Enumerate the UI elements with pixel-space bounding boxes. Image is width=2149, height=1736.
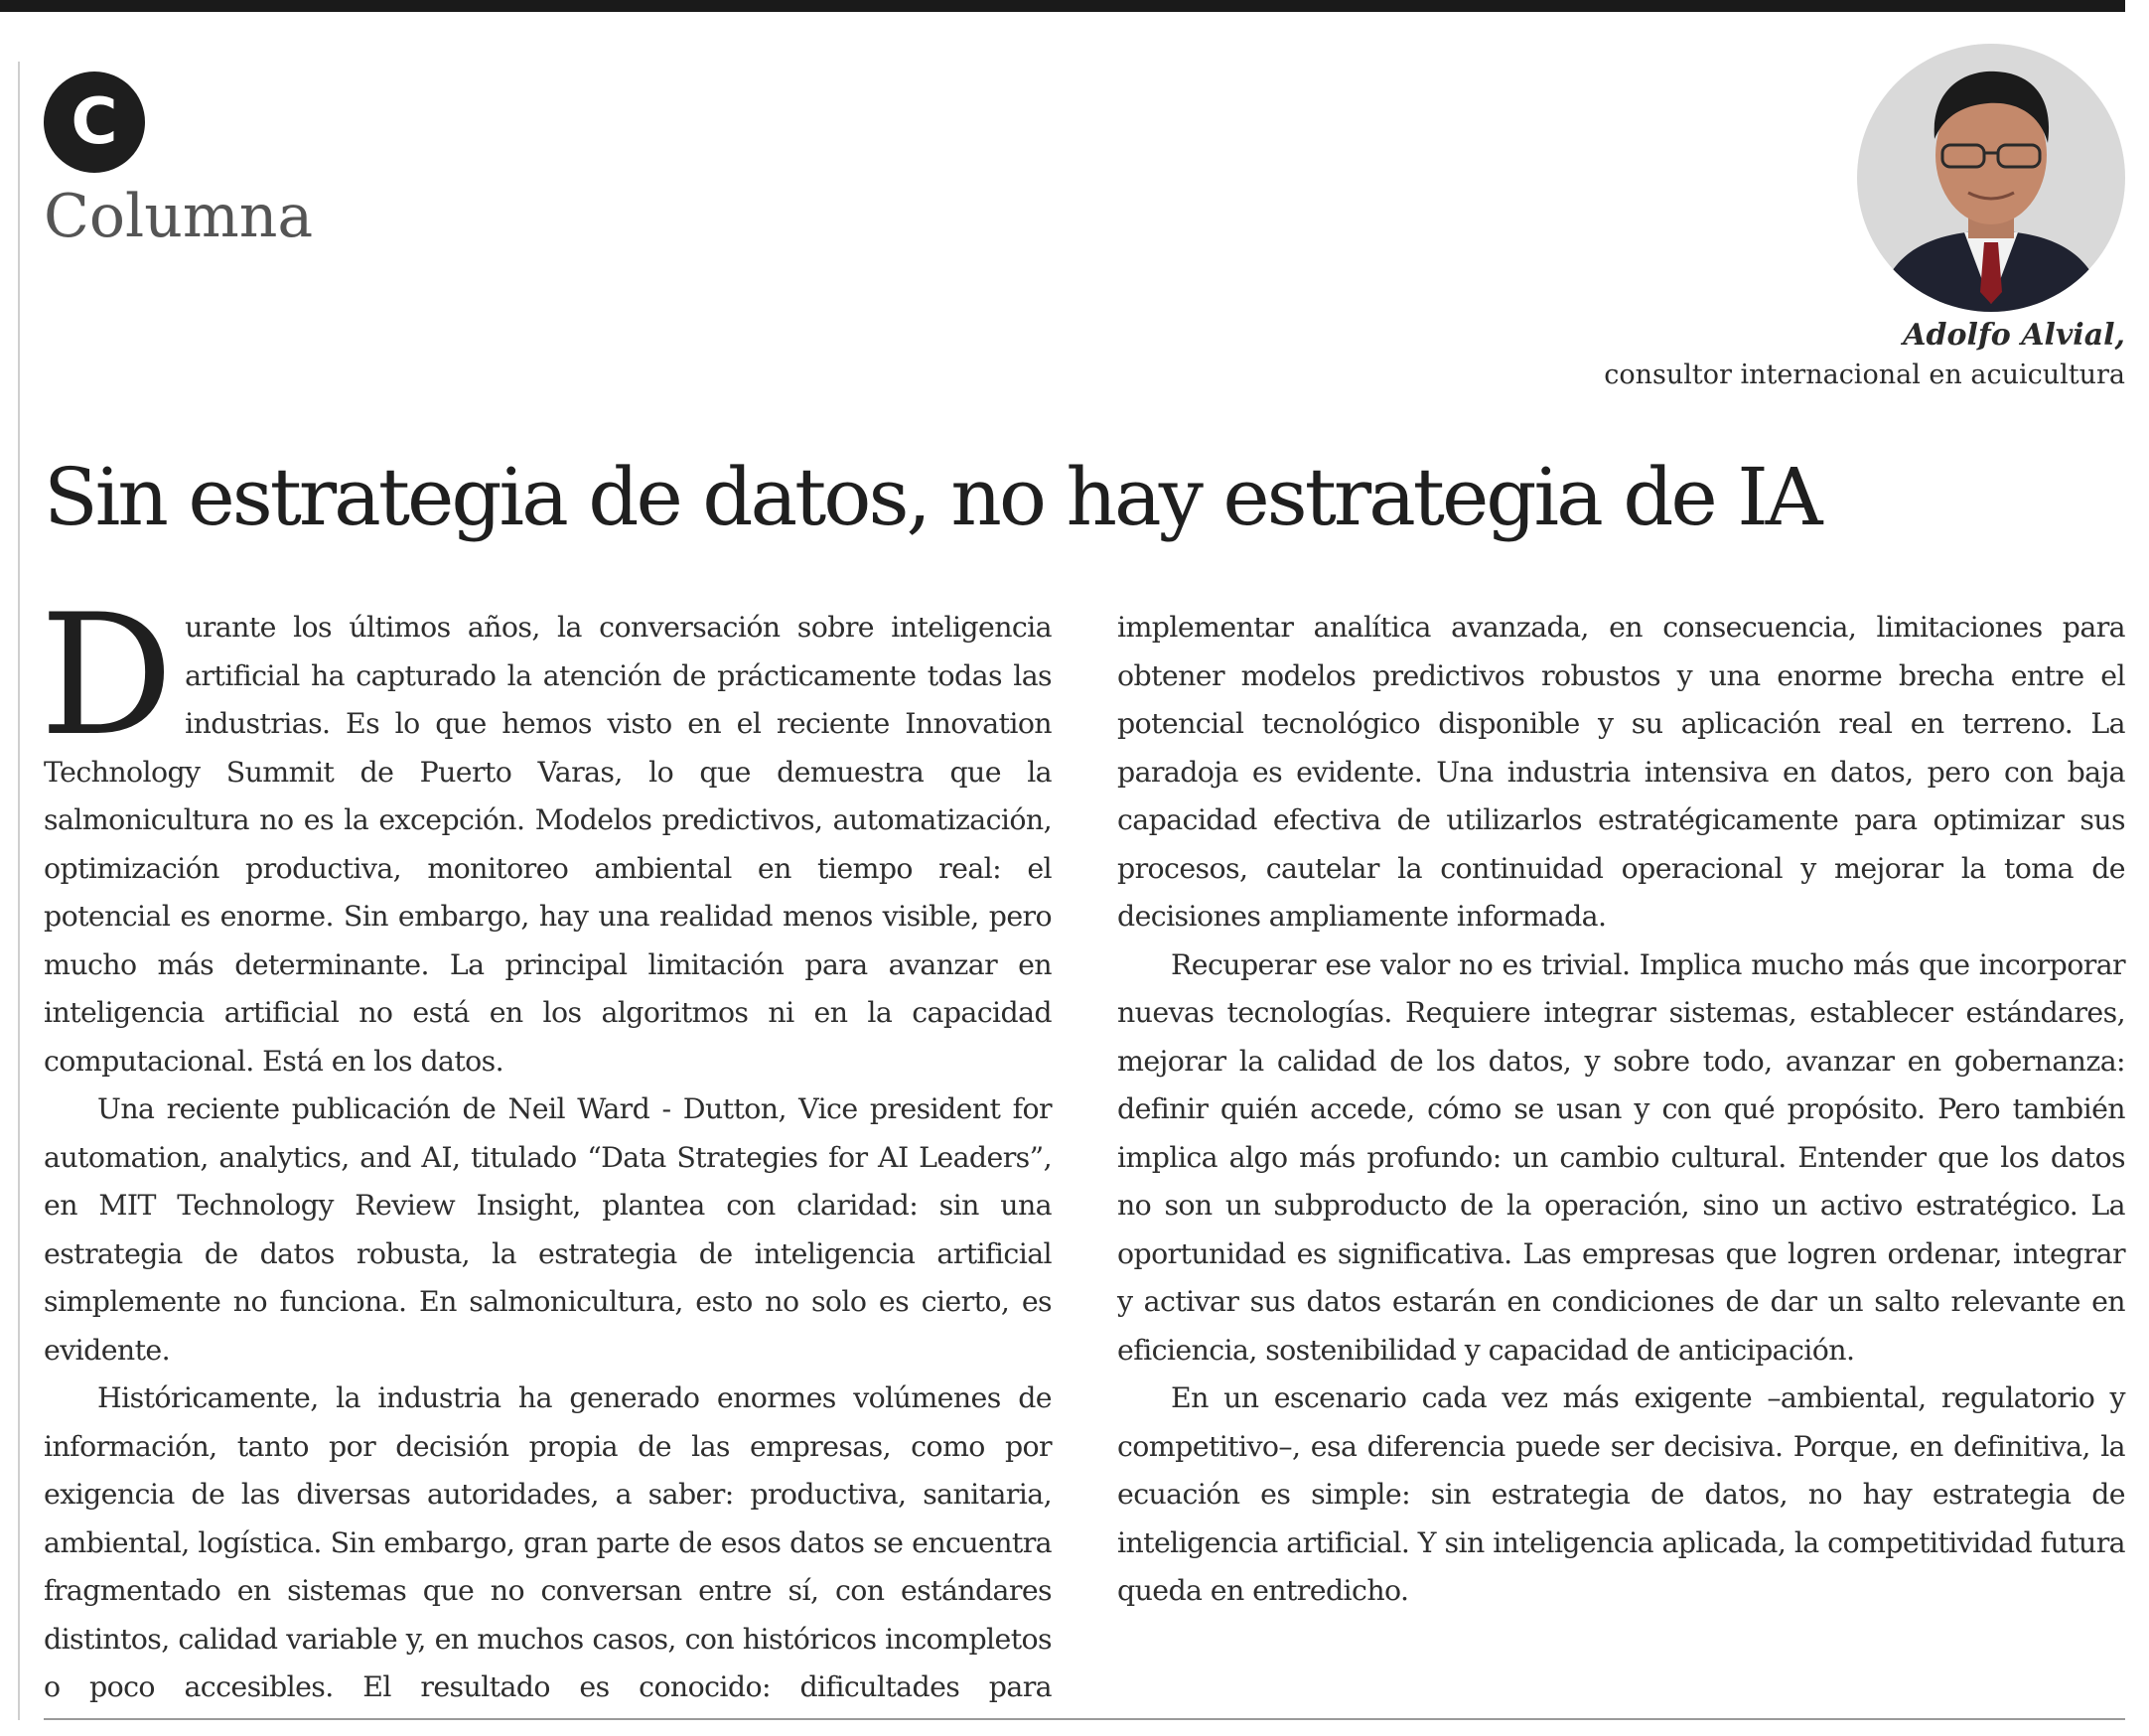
author-portrait-illustration — [1857, 44, 2125, 312]
top-rule — [0, 0, 2125, 12]
article-paragraph: En un escenario cada vez más exigente –ambiental, regulatorio y competitivo–, esa diferencia puede ser decisiva. Porque, en definitiva, la ecuación es simple: sin estrategia de datos, no hay estrategia de inteligencia artificial. Y sin inteligencia aplicada, la competitividad futura queda en entredicho. — [1117, 1381, 2125, 1607]
article-paragraph — [40, 578, 1052, 1085]
article-paragraph: Una reciente publicación de Neil Ward - Dutton, Vice president for automation, analytics, and AI, titulado “Data Strategies for AI Leaders”, en MIT Technology Review Insight, plantea con claridad: sin una estrategia de datos robusta, la estrategia de inteligencia artificial simplemente no funciona. En salmonicultura, esto no solo es cierto, es evidente. — [44, 1092, 1052, 1367]
author-byline — [1604, 316, 2125, 395]
article-body — [40, 578, 2125, 1714]
author-name: Adolfo Alvial, — [1903, 318, 2125, 353]
article-paragraph: Históricamente, la industria ha generado enormes volúmenes de información, tanto por decisión propia de las empresas, como por exigencia de las diversas autoridades, a saber: productiva, sanitaria, ambiental, logística. Sin embargo, gran parte de esos datos se encuentra fragmentado en sistemas que no conversan entre sí, con estándares distintos, calidad variable y, en muchos casos, con históricos incompletos o poco accesibles. El resultado es conocido: dificultades para implementar analítica avanzada, en consecuencia, limitaciones para obtener modelos predictivos robustos y una enorme brecha entre el potencial tecnológico disponible y su aplicación real en terreno. La paradoja es evidente. Una industria intensiva en datos, pero con baja capacidad efectiva de utilizarlos estratégicamente para optimizar sus procesos, cautelar la continuidad operacional y mejorar la toma de decisiones ampliamente informada. — [44, 611, 2125, 1703]
author-role: consultor internacional en acuicultura — [1604, 360, 2125, 390]
author-portrait — [1857, 44, 2125, 312]
left-column-rule — [18, 62, 20, 1720]
drop-cap: D — [40, 578, 174, 773]
article-headline: Sin estrategia de datos, no hay estrategia de IA — [44, 451, 1820, 543]
column-badge-icon: C — [44, 72, 145, 173]
section-label: Columna — [44, 182, 314, 251]
bottom-rule — [44, 1718, 2125, 1720]
paragraph-text: urante los últimos años, la conversación sobre inteligencia artificial ha capturado la atención de prácticamente todas las industrias. Es lo que hemos visto en el reciente Innovation Technology Summit de Puerto Varas, lo que demuestra que la salmonicultura no es la excepción. Modelos predictivos, automatización, optimización productiva, monitoreo ambiental en tiempo real: el potencial es enorme. Sin embargo, hay una realidad menos visible, pero mucho más determinante. La principal limitación para avanzar en inteligencia artificial no está en los algoritmos ni en la capacidad computacional. Está en los datos. — [44, 611, 1052, 1078]
article-paragraph: Recuperar ese valor no es trivial. Implica mucho más que incorporar nuevas tecnologías. Requiere integrar sistemas, establecer estándares, mejorar la calidad de los datos, y sobre todo, avanzar en gobernanza: definir quién accede, cómo se usan y con qué propósito. Pero también implica algo más profundo: un cambio cultural. Entender que los datos no son un subproducto de la operación, sino un activo estratégico. La oportunidad es significativa. Las empresas que logren ordenar, integrar y activar sus datos estarán en condiciones de dar un salto relevante en eficiencia, sostenibilidad y capacidad de anticipación. — [1117, 947, 2125, 1367]
